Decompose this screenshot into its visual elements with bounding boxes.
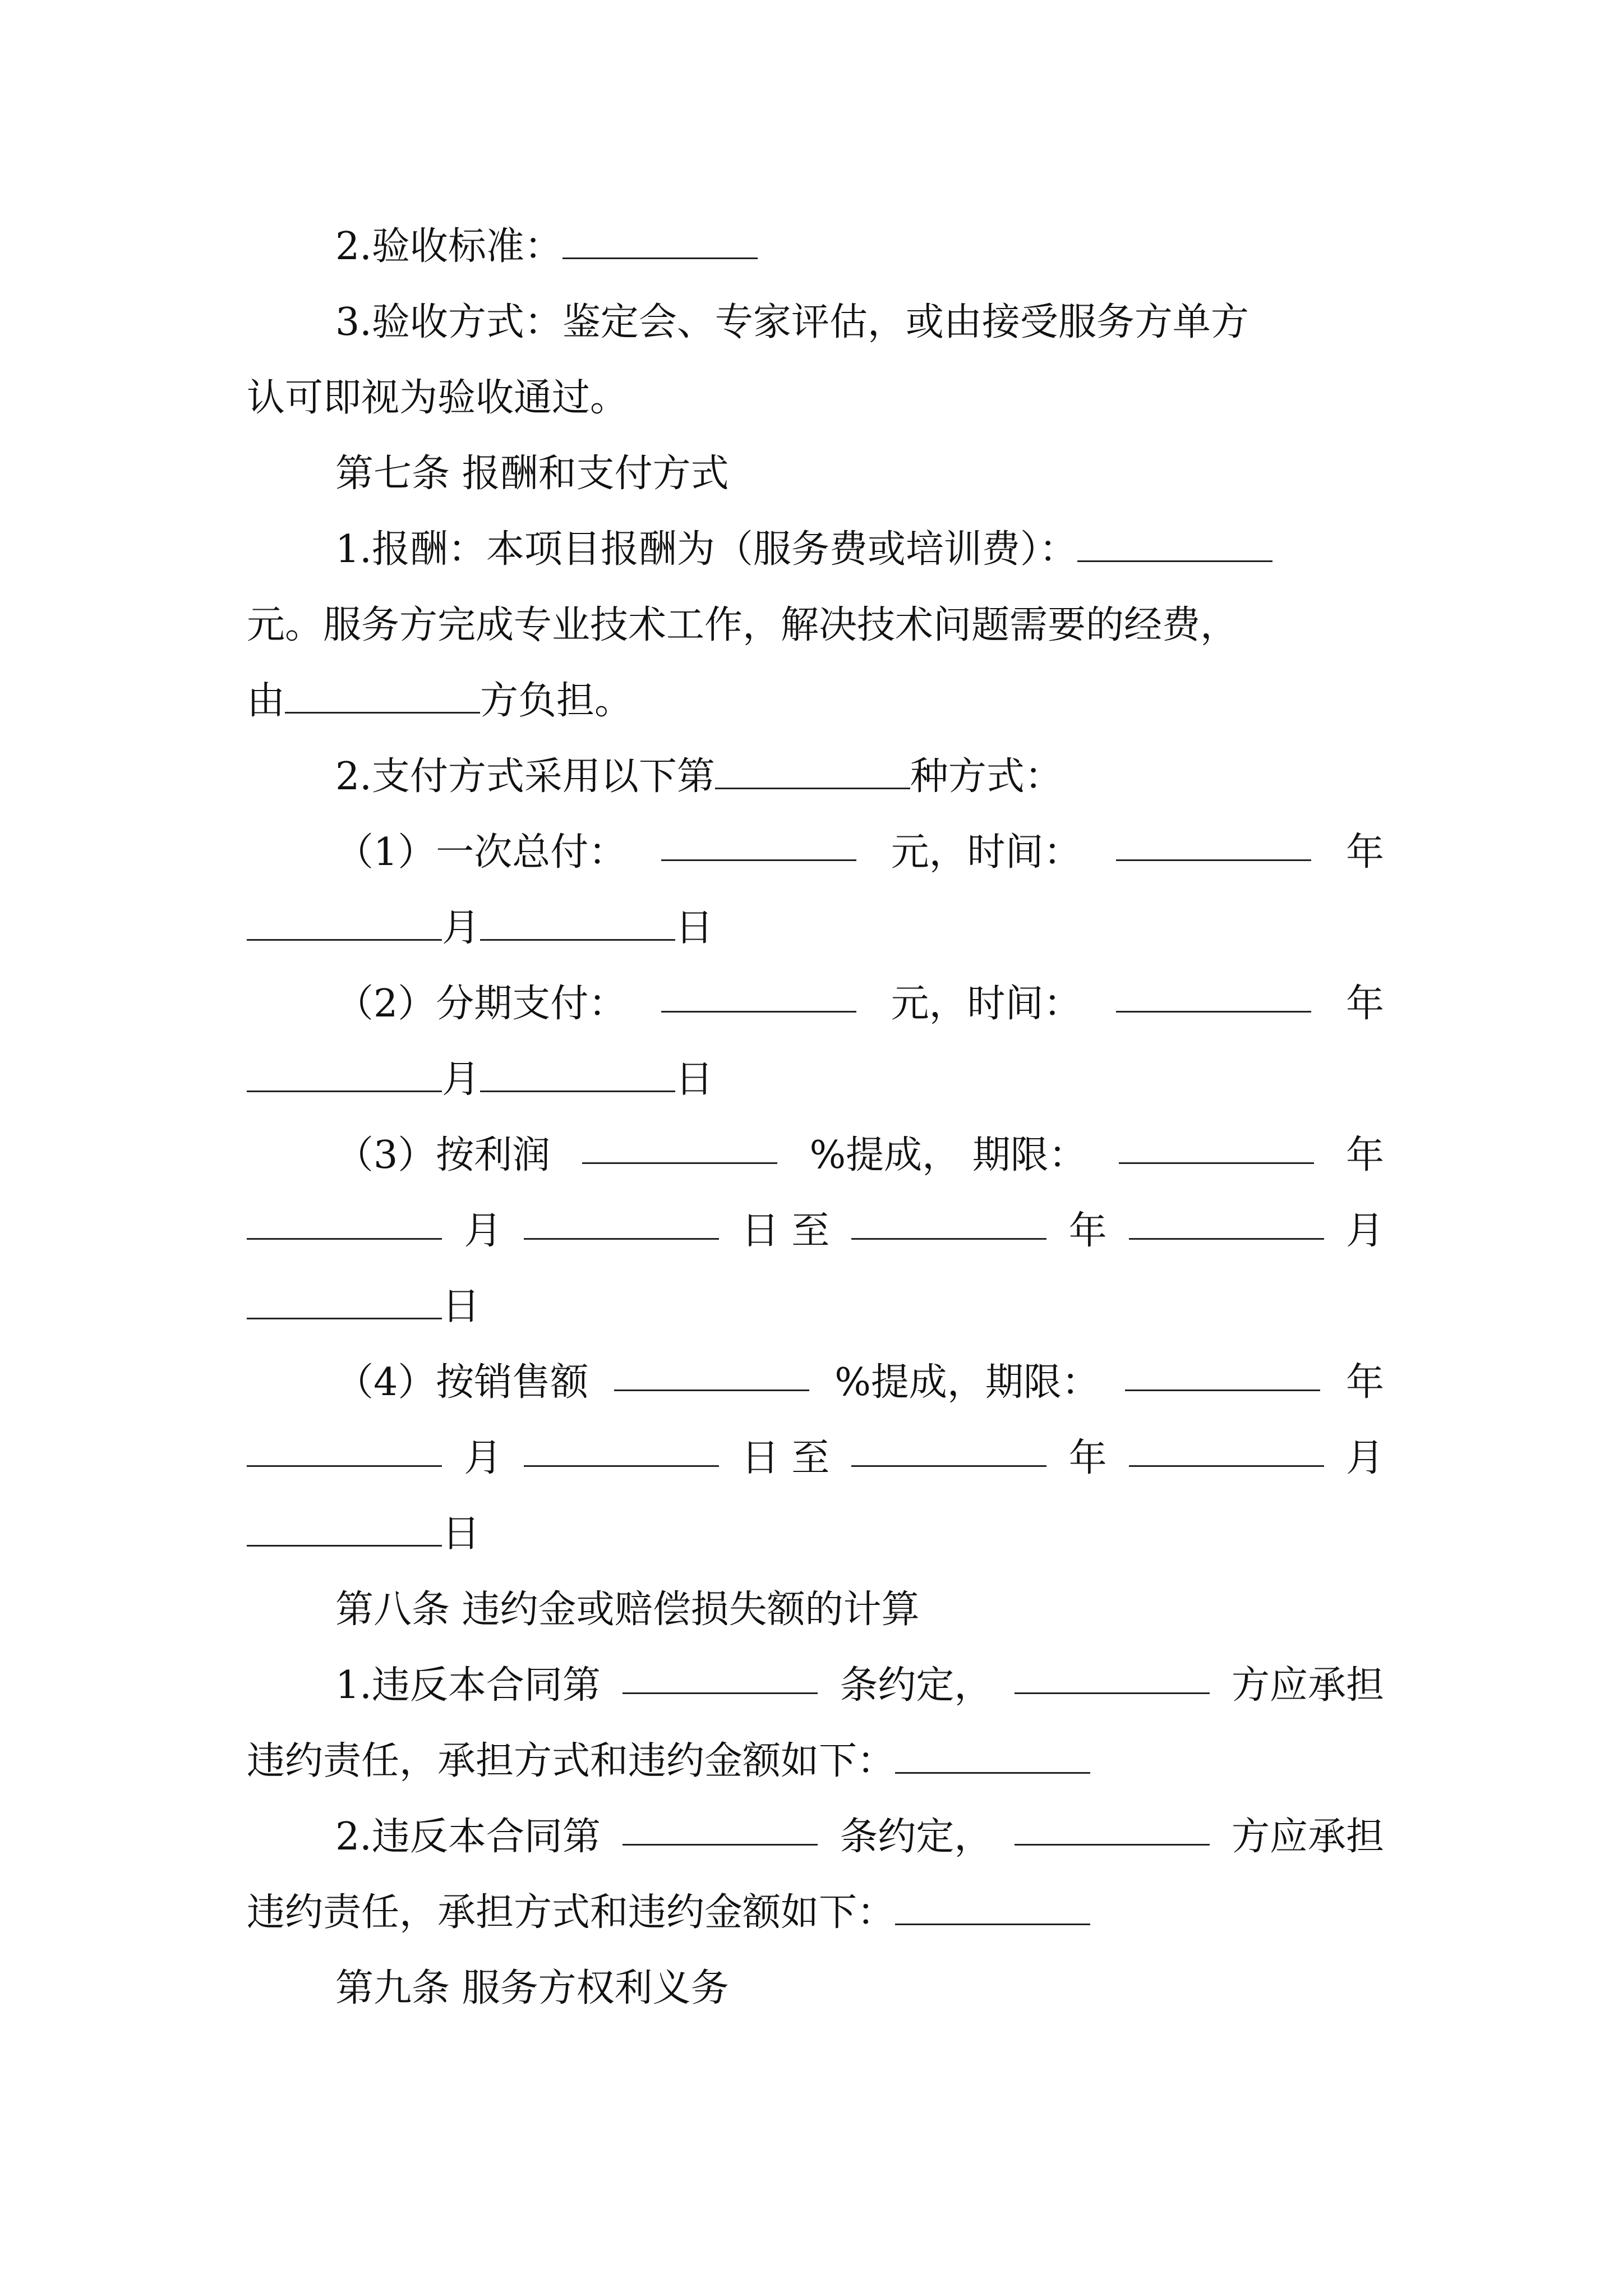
fill-blank — [715, 753, 910, 789]
fill-blank — [247, 1283, 442, 1319]
text: 2.违反本合同第 — [335, 1815, 601, 1859]
fill-blank — [1015, 1658, 1210, 1694]
fill-blank — [247, 1056, 442, 1092]
text: 条约定， — [840, 1815, 993, 1859]
text: 月 — [464, 1209, 502, 1253]
installment-line — [335, 976, 1384, 1032]
text: 年 — [1345, 982, 1384, 1026]
text: 日 — [442, 1285, 481, 1329]
text: %提成， 期限： — [809, 1133, 1087, 1177]
fill-blank — [851, 1430, 1046, 1467]
article-8-heading — [335, 1582, 920, 1638]
text: 违约责任，承担方式和违约金额如下： — [247, 1739, 896, 1783]
breach-line-2 — [335, 1809, 1384, 1865]
fill-blank — [247, 1430, 442, 1467]
text: 月 — [442, 1057, 481, 1102]
text: %提成，期限： — [834, 1360, 1100, 1405]
text: 日 — [442, 1512, 481, 1556]
lump-sum-line-2 — [247, 900, 713, 956]
text: 方负担。 — [480, 679, 633, 723]
fill-blank — [582, 1128, 777, 1164]
text: 日 — [675, 1057, 714, 1102]
fill-blank — [1119, 1128, 1314, 1164]
text: 2.支付方式采用以下第 — [335, 754, 715, 799]
fill-blank — [614, 1355, 809, 1391]
fill-blank — [480, 904, 675, 941]
text: 1.违反本合同第 — [335, 1663, 601, 1708]
fill-blank — [1129, 1430, 1324, 1467]
text: 3.验收方式：鉴定会、专家评估，或由接受服务方单方 — [335, 300, 1249, 344]
article-9-heading — [335, 1961, 729, 2017]
text: 月 — [464, 1436, 502, 1480]
acceptance-method-line — [335, 295, 1249, 351]
text: 日 — [675, 906, 714, 950]
installment-line-2 — [247, 1052, 713, 1108]
sales-share-line — [335, 1355, 1384, 1411]
fill-blank — [562, 223, 758, 259]
fill-blank — [480, 1056, 675, 1092]
text: 认可即视为验收通过。 — [247, 376, 629, 420]
lump-sum-line — [335, 825, 1384, 881]
remuneration-line — [335, 522, 1272, 578]
text: 方应承担 — [1231, 1663, 1384, 1708]
sales-share-line-3 — [247, 1506, 480, 1562]
text: （1）一次总付： — [335, 830, 627, 875]
text: （3）按利润 — [335, 1133, 551, 1177]
text: 年 — [1068, 1209, 1107, 1253]
fill-blank — [895, 1737, 1090, 1774]
remuneration-line-3 — [247, 673, 633, 729]
fill-blank — [1077, 526, 1272, 562]
fill-blank — [1116, 825, 1311, 861]
text: 方应承担 — [1231, 1815, 1384, 1859]
fill-blank — [661, 825, 856, 861]
payment-method-line — [335, 749, 1063, 805]
text: 元。服务方完成专业技术工作，解决技术问题需要的经费， — [247, 603, 1239, 647]
fill-blank — [1129, 1203, 1324, 1240]
text: 1.报酬：本项目报酬为（服务费或培训费）： — [335, 527, 1077, 572]
breach-line-1 — [335, 1658, 1384, 1714]
article-7-heading — [335, 446, 729, 502]
text: 月 — [1345, 1209, 1384, 1253]
text: 违约责任，承担方式和违约金额如下： — [247, 1890, 896, 1935]
text: （2）分期支付： — [335, 982, 627, 1026]
profit-share-line-2 — [247, 1203, 1384, 1259]
fill-blank — [524, 1430, 719, 1467]
text: 2.验收标准： — [335, 224, 562, 269]
text: （4）按销售额 — [335, 1360, 589, 1405]
text: 年 — [1345, 1133, 1384, 1177]
sales-share-line-2 — [247, 1430, 1384, 1487]
text: 第九条 服务方权利义务 — [335, 1966, 729, 2010]
fill-blank — [247, 1510, 442, 1547]
text: 日 至 — [741, 1209, 830, 1253]
profit-share-line-3 — [247, 1279, 480, 1335]
text: 第八条 违约金或赔偿损失额的计算 — [335, 1588, 920, 1632]
fill-blank — [524, 1203, 719, 1240]
fill-blank — [247, 1203, 442, 1240]
acceptance-method-line-2 — [247, 370, 628, 426]
text: 年 — [1068, 1436, 1107, 1480]
fill-blank — [1015, 1809, 1210, 1846]
fill-blank — [623, 1809, 818, 1846]
text: 由 — [247, 679, 285, 723]
text: 条约定， — [840, 1663, 993, 1708]
fill-blank — [285, 677, 480, 714]
text: 种方式： — [910, 754, 1063, 799]
text: 年 — [1345, 830, 1384, 875]
fill-blank — [1116, 976, 1311, 1013]
text: 元，时间： — [891, 830, 1082, 875]
fill-blank — [895, 1889, 1090, 1925]
fill-blank — [247, 904, 442, 941]
breach-line-2b — [247, 1885, 1090, 1941]
breach-line-1b — [247, 1733, 1090, 1789]
text: 日 至 — [741, 1436, 830, 1480]
remuneration-line-2 — [247, 597, 1238, 654]
profit-share-line — [335, 1128, 1384, 1184]
text: 月 — [1345, 1436, 1384, 1480]
fill-blank — [1125, 1355, 1320, 1391]
text: 元，时间： — [891, 982, 1082, 1026]
text: 第七条 报酬和支付方式 — [335, 452, 729, 496]
fill-blank — [623, 1658, 818, 1694]
text: 年 — [1345, 1360, 1384, 1405]
fill-blank — [661, 976, 856, 1013]
acceptance-standard-line — [335, 219, 758, 275]
text: 月 — [442, 906, 481, 950]
fill-blank — [851, 1203, 1046, 1240]
